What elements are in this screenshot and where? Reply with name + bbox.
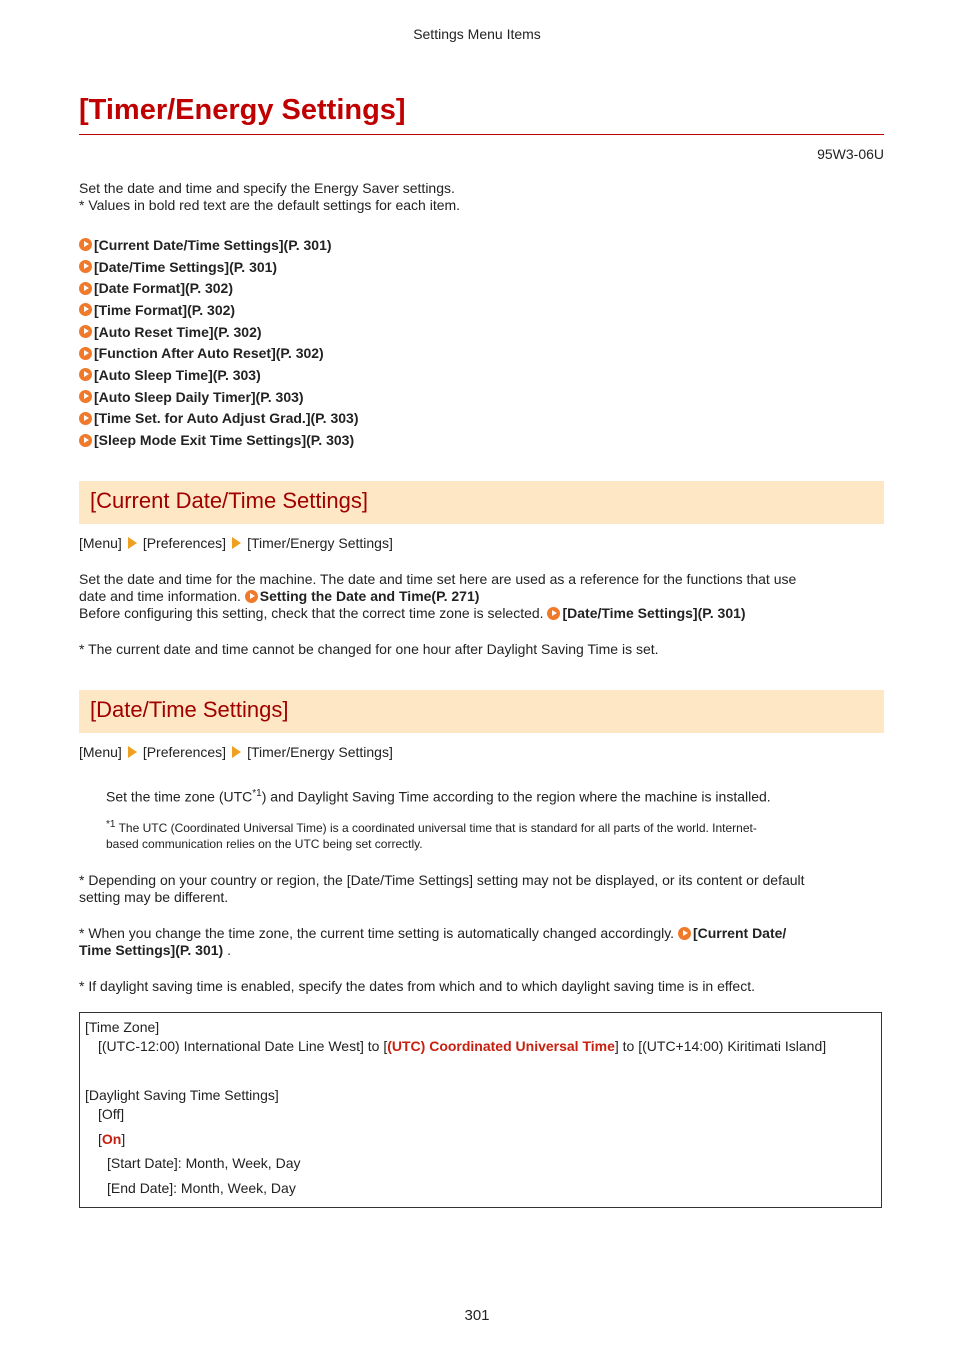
link-current-date-time-cont[interactable]: Time Settings](P. 301): [79, 942, 224, 958]
arrow-right-icon: [79, 325, 92, 338]
section1-description: Set the date and time for the machine. The date and time set here are used as a reference for the functions that use date and time information. Setting the Date and Time(P. 271) Before configuring this setting, check that the correct time zone is selected. [Date/Time Settings](P. 301): [79, 571, 797, 621]
start-date-option: [Start Date]: Month, Week, Day: [107, 1155, 301, 1171]
section-heading-current-date-time: [Current Date/Time Settings]: [79, 481, 884, 524]
arrow-right-icon: [547, 607, 560, 620]
toc-link[interactable]: [Date Format](P. 302): [79, 277, 358, 299]
dst-off-option: [Off]: [98, 1106, 125, 1122]
link-current-date-time[interactable]: [Current Date/: [692, 925, 787, 941]
intro-note: * Values in bold red text are the default settings for each item.: [79, 197, 461, 213]
section1-note: * The current date and time cannot be changed for one hour after Daylight Saving Time is set.: [79, 641, 659, 657]
page-title: [Timer/Energy Settings]: [79, 94, 406, 126]
arrow-right-icon: [79, 303, 92, 316]
toc-link[interactable]: [Current Date/Time Settings](P. 301): [79, 234, 358, 256]
triangle-right-icon: [232, 746, 241, 758]
arrow-right-icon: [79, 282, 92, 295]
toc-link[interactable]: [Date/Time Settings](P. 301): [79, 256, 358, 278]
toc-link[interactable]: [Time Set. for Auto Adjust Grad.](P. 303): [79, 408, 358, 430]
section-heading-date-time-settings: [Date/Time Settings]: [79, 690, 884, 733]
toc-link[interactable]: [Auto Sleep Time](P. 303): [79, 364, 358, 386]
arrow-right-icon: [79, 260, 92, 273]
breadcrumb: [Menu] [Preferences] [Timer/Energy Settings]: [79, 535, 393, 551]
arrow-right-icon: [79, 238, 92, 251]
footnote: $^{*1}$ The UTC (Coordinated Universal Time) is a coordinated universal time that is standard for all parts of the world. Internet- based communication relies on the UTC being set correctly.: [106, 819, 757, 851]
arrow-right-icon: [79, 347, 92, 360]
toc-link[interactable]: [Time Format](P. 302): [79, 299, 358, 321]
intro-text: [79, 180, 460, 214]
intro-line: Set the date and time and specify the Energy Saver settings.: [79, 180, 455, 196]
triangle-right-icon: [232, 537, 241, 549]
section2-note-dst: * If daylight saving time is enabled, specify the dates from which and to which daylight saving time is in effect.: [79, 978, 755, 994]
default-value: (UTC) Coordinated Universal Time: [387, 1038, 615, 1054]
triangle-right-icon: [128, 537, 137, 549]
toc-link[interactable]: [Auto Reset Time](P. 302): [79, 321, 358, 343]
arrow-right-icon: [245, 590, 258, 603]
link-setting-date-time[interactable]: Setting the Date and Time(P. 271): [259, 588, 480, 604]
arrow-right-icon: [79, 368, 92, 381]
breadcrumb: [Menu] [Preferences] [Timer/Energy Settings]: [79, 744, 393, 760]
arrow-right-icon: [79, 412, 92, 425]
toc-list: [79, 234, 358, 451]
toc-link[interactable]: [Sleep Mode Exit Time Settings](P. 303): [79, 429, 358, 451]
toc-link[interactable]: [Function After Auto Reset](P. 302): [79, 342, 358, 364]
page-header: Settings Menu Items: [413, 26, 541, 42]
settings-box: [79, 1012, 882, 1208]
arrow-right-icon: [79, 390, 92, 403]
section2-note-timezone: * When you change the time zone, the current time setting is automatically changed accordingly. [Current Date/ Time Settings](P. 301) .: [79, 925, 787, 958]
page-number: 301: [464, 1307, 490, 1324]
section2-description: Set the time zone (UTC$^{*1}$) and Daylight Saving Time according to the region where the machine is installed.: [106, 788, 771, 805]
end-date-option: [End Date]: Month, Week, Day: [107, 1180, 296, 1196]
dst-label: [Daylight Saving Time Settings]: [85, 1087, 279, 1103]
arrow-right-icon: [79, 434, 92, 447]
default-value: On: [101, 1131, 122, 1147]
dst-on-option: [On]: [98, 1131, 126, 1147]
time-zone-label: [Time Zone]: [85, 1019, 160, 1035]
time-zone-range: [(UTC-12:00) International Date Line West] to [(UTC) Coordinated Universal Time] to [(UTC+14:00) Kiritimati Island]: [98, 1038, 827, 1054]
arrow-right-icon: [678, 927, 691, 940]
section2-note-region: * Depending on your country or region, the [Date/Time Settings] setting may not be displayed, or its content or default setting may be different.: [79, 872, 805, 905]
link-date-time-settings[interactable]: [Date/Time Settings](P. 301): [562, 605, 746, 621]
toc-link[interactable]: [Auto Sleep Daily Timer](P. 303): [79, 386, 358, 408]
title-rule: [79, 134, 884, 135]
triangle-right-icon: [128, 746, 137, 758]
document-id: 95W3-06U: [817, 146, 884, 162]
